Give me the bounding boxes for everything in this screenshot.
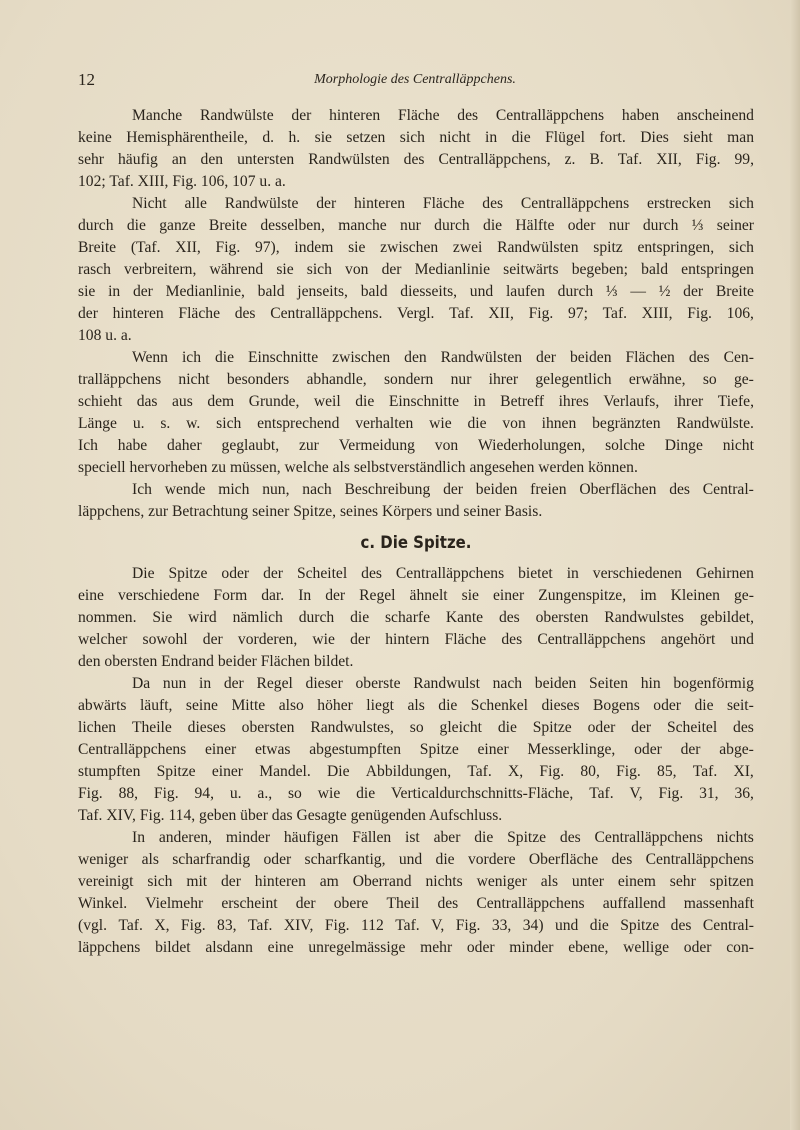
text-line: stumpften Spitze einer Mandel. Die Abbildungen, Taf. X, Fig. 80, Fig. 85, Taf. XI,: [78, 763, 754, 780]
text-line: abwärts läuft, seine Mitte also höher liegt als die Schenkel dieses Bogens oder die seit-: [78, 697, 754, 714]
body-text: [78, 105, 754, 959]
text-line: Wenn ich die Einschnitte zwischen den Randwülsten der beiden Flächen des Cen-: [132, 349, 754, 366]
text-line: Taf. XIV, Fig. 114, geben über das Gesagte genügenden Aufschluss.: [78, 807, 503, 824]
text-line: sehr häufig an den untersten Randwülsten des Centralläppchens, z. B. Taf. XII, Fig. 99,: [78, 151, 754, 168]
text-line: (vgl. Taf. X, Fig. 83, Taf. XIV, Fig. 112 Taf. V, Fig. 33, 34) und die Spitze des Central-: [78, 917, 754, 934]
text-line: Länge u. s. w. sich entsprechend verhalten wie die von ihnen begränzten Randwülste.: [78, 415, 754, 432]
text-line: Fig. 88, Fig. 94, u. a., so wie die Verticaldurchschnitts-Fläche, Taf. V, Fig. 31, 36,: [78, 785, 754, 802]
text-line: tralläppchens nicht besonders abhandle, sondern nur ihrer gelegentlich erwähne, so ge-: [78, 371, 754, 388]
text-line: weniger als scharfrandig oder scharfkantig, und die vordere Oberfläche des Centralläppchens: [78, 851, 754, 868]
text-line: läppchens, zur Betrachtung seiner Spitze, seines Körpers und seiner Basis.: [78, 503, 543, 520]
text-line: sie in der Medianlinie, bald jenseits, bald diesseits, und laufen durch ⅓ — ½ der Breite: [78, 283, 754, 300]
text-line: nommen. Sie wird nämlich durch die scharfe Kante des obersten Randwulstes gebildet,: [78, 609, 754, 626]
text-line: Winkel. Vielmehr erscheint der obere Theil des Centralläppchens auffallend massenhaft: [78, 895, 754, 912]
text-line: Ich habe daher geglaubt, zur Vermeidung von Wiederholungen, solche Dinge nicht: [78, 437, 754, 454]
text-line: der hinteren Fläche des Centralläppchens. Vergl. Taf. XII, Fig. 97; Taf. XIII, Fig. 106,: [78, 305, 754, 322]
text-line: schieht das aus dem Grunde, weil die Einschnitte in Betreff ihres Verlaufs, ihrer Tiefe,: [78, 393, 754, 410]
text-line: Die Spitze oder der Scheitel des Centralläppchens bietet in verschiedenen Gehirnen: [132, 565, 754, 582]
text-line: Breite (Taf. XII, Fig. 97), indem sie zwischen zwei Randwülsten spitz entspringen, sich: [78, 239, 754, 256]
text-line: Nicht alle Randwülste der hinteren Fläche des Centralläppchens erstrecken sich: [132, 195, 754, 212]
page-number: 12: [78, 70, 95, 89]
text-line: läppchens bildet alsdann eine unregelmässige mehr oder minder ebene, wellige oder con-: [78, 939, 754, 956]
running-title: Morphologie des Centralläppchens.: [314, 72, 516, 87]
text-line: 102; Taf. XIII, Fig. 106, 107 u. a.: [78, 173, 286, 190]
page-edge: [790, 0, 800, 1130]
text-line: vereinigt sich mit der hinteren am Oberrand nichts weniger als unter einem sehr spitzen: [78, 873, 754, 890]
text-line: Ich wende mich nun, nach Beschreibung der beiden freien Oberflächen des Central-: [132, 481, 754, 498]
text-line: Manche Randwülste der hinteren Fläche des Centralläppchens haben anscheinend: [132, 107, 754, 124]
text-line: welcher sowohl der vorderen, wie der hintern Fläche des Centralläppchens angehört und: [78, 631, 754, 648]
text-line: 108 u. a.: [78, 327, 132, 344]
text-line: Da nun in der Regel dieser oberste Randwulst nach beiden Seiten hin bogenförmig: [132, 675, 754, 692]
text-line: den obersten Endrand beider Flächen bildet.: [78, 653, 354, 670]
text-line: keine Hemisphärentheile, d. h. sie setzen sich nicht in die Flügel fort. Dies sieht man: [78, 129, 754, 146]
text-line: In anderen, minder häufigen Fällen ist aber die Spitze des Centralläppchens nichts: [132, 829, 754, 846]
text-line: rasch verbreitern, während sie sich von der Medianlinie seitwärts begeben; bald entspringen: [78, 261, 754, 278]
text-line: speciell hervorheben zu müssen, welche als selbstverständlich angesehen werden können.: [78, 459, 638, 476]
text-line: Centralläppchens einer etwas abgestumpften Spitze einer Messerklinge, oder der abge-: [78, 741, 754, 758]
text-line: lichen Theile dieses obersten Randwulstes, so gleicht die Spitze oder der Scheitel des: [78, 719, 754, 736]
text-line: eine verschiedene Form dar. In der Regel ähnelt sie einer Zungenspitze, im Kleinen ge-: [78, 587, 754, 604]
section-heading: c. Die Spitze.: [360, 533, 472, 553]
page-header: [78, 70, 752, 94]
text-line: durch die ganze Breite desselben, manche nur durch die Hälfte oder nur durch ⅓ seiner: [78, 217, 754, 234]
